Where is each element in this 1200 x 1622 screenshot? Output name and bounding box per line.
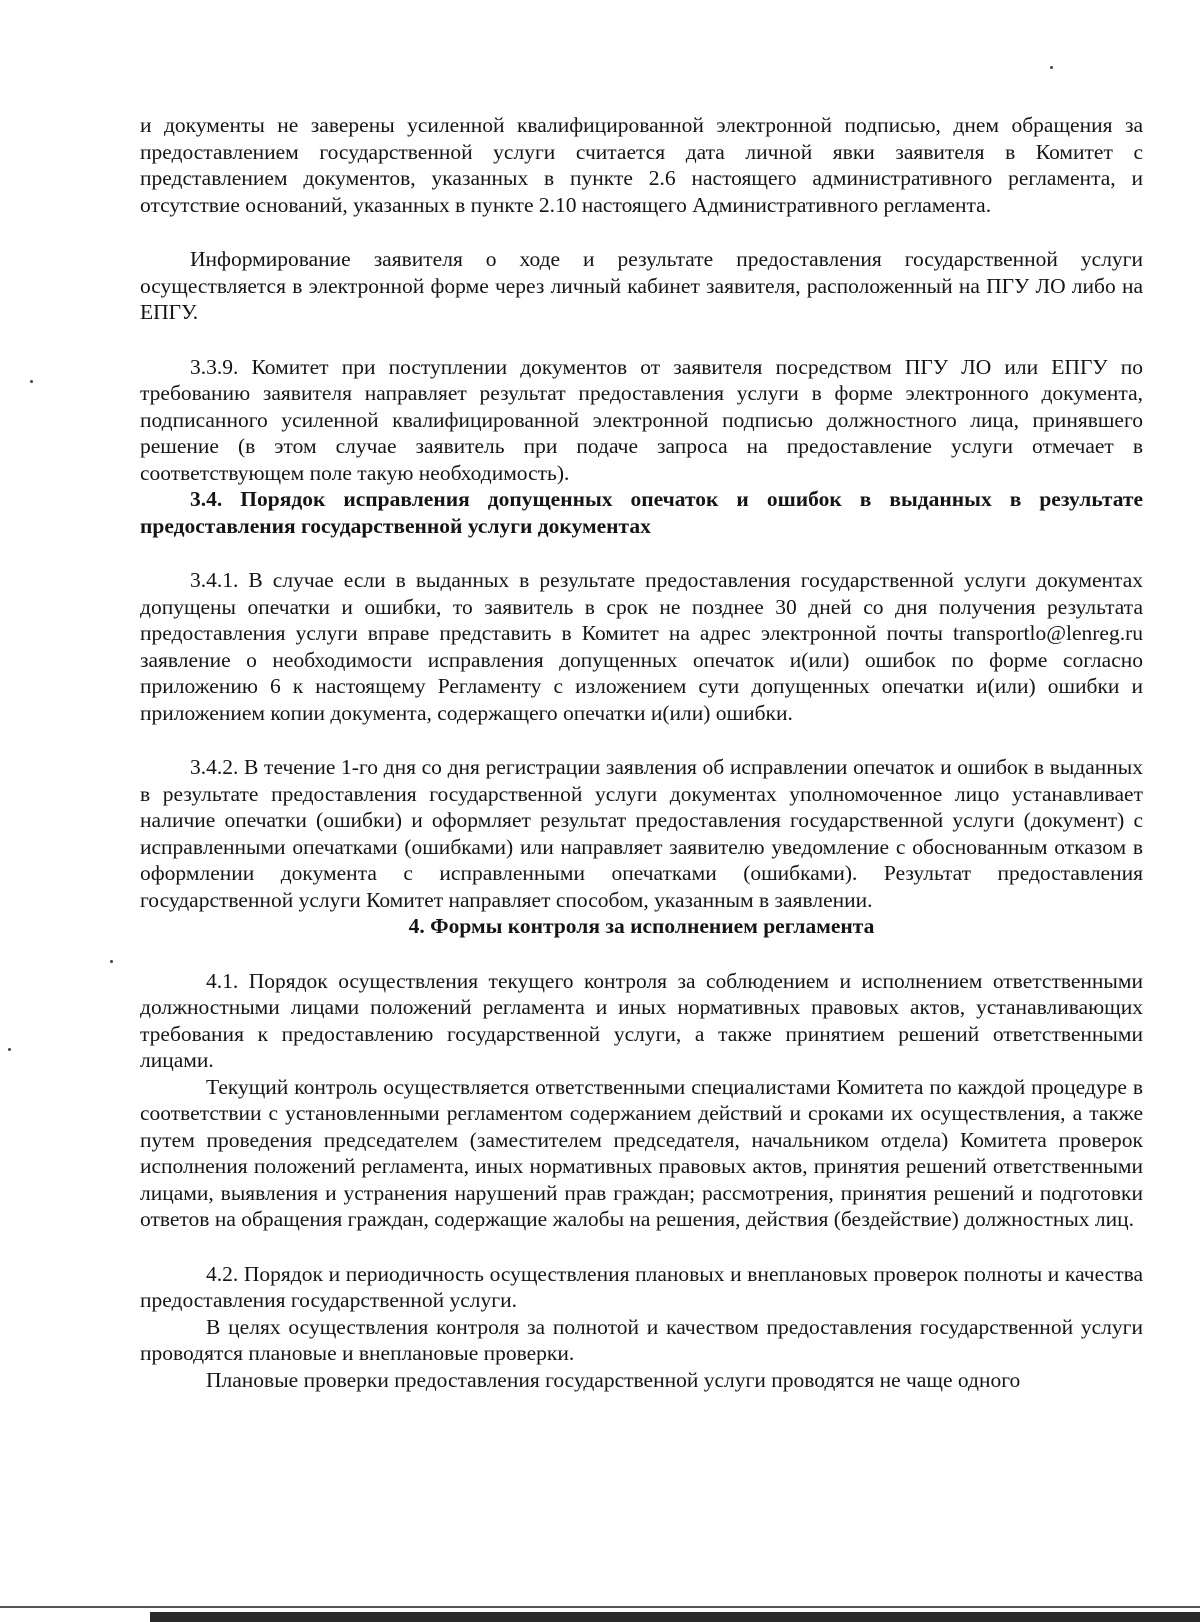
document-page — [140, 112, 1143, 1393]
scan-bottom-line — [0, 1606, 1200, 1608]
paragraph-control-purpose: В целях осуществления контроля за полнотой и качеством предоставления государственной услуги проводятся плановые и внеплановые проверки. — [140, 1314, 1143, 1365]
scan-speck — [30, 380, 33, 383]
scan-speck — [8, 1048, 11, 1051]
scan-bottom-edge — [150, 1612, 1200, 1622]
scan-speck — [110, 960, 113, 963]
paragraph-4-2: 4.2. Порядок и периодичность осуществления плановых и внеплановых проверок полноты и качества предоставления государственной услуги. — [140, 1261, 1143, 1312]
paragraph-current-control: Текущий контроль осуществляется ответственными специалистами Комитета по каждой процедуре в соответствии с установленными регламентом содержанием действий и сроками их осуществления, а также путем проведения председателем (заместителем председателя, начальником отдела) Комитета проверок исполнения положений регламента, иных нормативных правовых актов, принятия решений ответственными лицами, выявления и устранения нарушений прав граждан; рассмотрения, принятия решений и подготовки ответов на обращения граждан, содержащие жалобы на решения, действия (бездействие) должностных лиц. — [140, 1074, 1143, 1231]
paragraph-3-3-9: 3.3.9. Комитет при поступлении документов от заявителя посредством ПГУ ЛО или ЕПГУ по требованию заявителя направляет результат предоставления услуги в форме электронного документа, подписанного усиленной квалифицированной электронной подписью должностного лица, принявшего решение (в этом случае заявитель при подаче запроса на предоставление услуги отмечает в соответствующем поле такую необходимость). — [140, 354, 1143, 485]
paragraph-3-4-2: 3.4.2. В течение 1-го дня со дня регистрации заявления об исправлении опечаток и ошибок в выданных в результате предоставления государственной услуги документах уполномоченное лицо устанавливает наличие опечатки (ошибки) и оформляет результат предоставления государственной услуги (документ) с исправленными опечатками (ошибками) или направляет заявителю уведомление с обоснованным отказом в оформлении документа с исправленными опечатками (ошибками). Результат предоставления государственной услуги Комитет направляет способом, указанным в заявлении. — [140, 755, 1143, 912]
paragraph-3-4-1: 3.4.1. В случае если в выданных в результате предоставления государственной услуги документах допущены опечатки и ошибки, то заявитель в срок не позднее 30 дней со дня получения результата предоставления услуги вправе представить в Комитет на адрес электронной почты transportlo@lenreg.ru заявление о необходимости исправления допущенных опечаток и(или) ошибок по форме согласно приложению 6 к настоящему Регламенту с изложением сути допущенных опечатки и(или) ошибки и приложением копии документа, содержащего опечатки и(или) ошибки. — [140, 568, 1143, 725]
section-heading-3-4: 3.4. Порядок исправления допущенных опечаток и ошибок в выданных в результате предоставления государственной услуги документах — [140, 487, 1143, 538]
paragraph-planned-checks: Плановые проверки предоставления государственной услуги проводятся не чаще одного — [206, 1367, 1021, 1392]
paragraph-informing: Информирование заявителя о ходе и результате предоставления государственной услуги осуществляется в электронной форме через личный кабинет заявителя, расположенный на ПГУ ЛО либо на ЕПГУ. — [140, 247, 1143, 324]
section-heading-4: 4. Формы контроля за исполнением регламента — [408, 914, 875, 938]
paragraph-continuation: и документы не заверены усиленной квалифицированной электронной подписью, днем обращения за предоставлением государственной услуги считается дата личной явки заявителя в Комитет с представлением документов, указанных в пункте 2.6 настоящего административного регламента, и отсутствие оснований, указанных в пункте 2.10 настоящего Административного регламента. — [140, 113, 1143, 217]
paragraph-4-1: 4.1. Порядок осуществления текущего контроля за соблюдением и исполнением ответственными должностными лицами положений регламента и иных нормативных правовых актов, устанавливающих требования к предоставлению государственной услуги, а также принятием решений ответственными лицами. — [140, 968, 1143, 1072]
scan-speck — [1050, 66, 1053, 69]
